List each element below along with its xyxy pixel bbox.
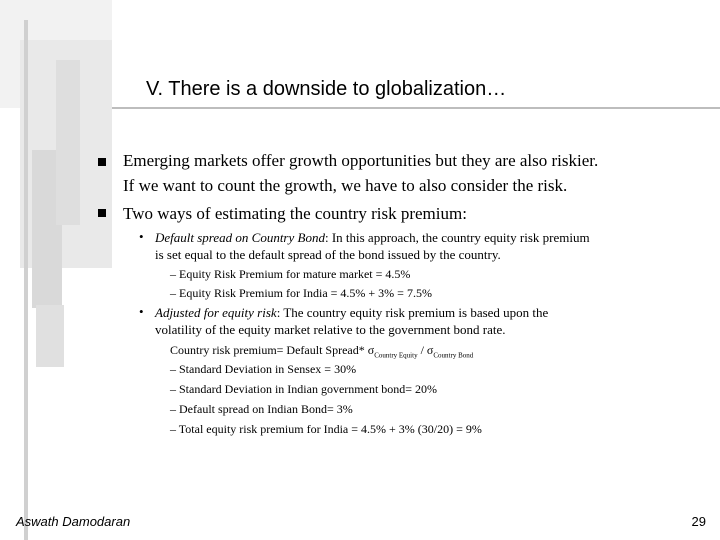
square-bullet-icon: [98, 158, 106, 166]
sub-bullet-1-text: : In this approach, the country equity risk premium: [324, 230, 590, 245]
decor-block-c: [24, 20, 28, 540]
list-item: – Standard Deviation in Sensex = 30%: [170, 362, 357, 376]
sub-bullet-2-text: : The country equity risk premium is based upon the: [276, 305, 549, 320]
dot-bullet-icon: •: [139, 304, 144, 319]
bullet-1-line-2: If we want to count the growth, we have to also consider the risk.: [123, 176, 568, 195]
list-item: – Equity Risk Premium for India = 4.5% + 3% = 7.5%: [170, 286, 432, 300]
sub-bullet-1-label: Default spread on Country Bond: [155, 230, 325, 245]
sub-bullet-1-line-2: is set equal to the default spread of the bond issued by the country.: [155, 247, 501, 262]
list-item: – Standard Deviation in Indian government bond= 20%: [170, 382, 438, 396]
bullet-1-line-1: Emerging markets offer growth opportunities but they are also riskier.: [123, 151, 599, 170]
decor-block-e: [36, 305, 64, 367]
sub-bullet-2-line-2: volatility of the equity market relative to the government bond rate.: [155, 322, 506, 337]
decor-block-f: [56, 60, 80, 225]
footer-author: Aswath Damodaran: [16, 514, 131, 529]
formula-line: Country risk premium= Default Spread* $\sigma_{Country Equity} / \sigma_{Country Bond}$: [170, 343, 474, 360]
page-number: 29: [691, 514, 706, 529]
slide-title: V. There is a downside to globalization…: [146, 78, 507, 100]
list-item: – Default spread on Indian Bond= 3%: [170, 402, 353, 416]
sub-bullet-2-label: Adjusted for equity risk: [155, 305, 277, 320]
title-rule: [112, 107, 720, 109]
bullet-2-line-1: Two ways of estimating the country risk premium:: [123, 204, 467, 223]
list-item: – Equity Risk Premium for mature market = 4.5%: [170, 267, 411, 281]
square-bullet-icon: [98, 209, 106, 217]
sub-bullet-1-line-1: [155, 229, 590, 246]
list-item: – Total equity risk premium for India = 4.5% + 3% (30/20) = 9%: [170, 422, 482, 436]
dot-bullet-icon: •: [139, 229, 144, 244]
sub-bullet-2-line-1: [155, 304, 548, 321]
